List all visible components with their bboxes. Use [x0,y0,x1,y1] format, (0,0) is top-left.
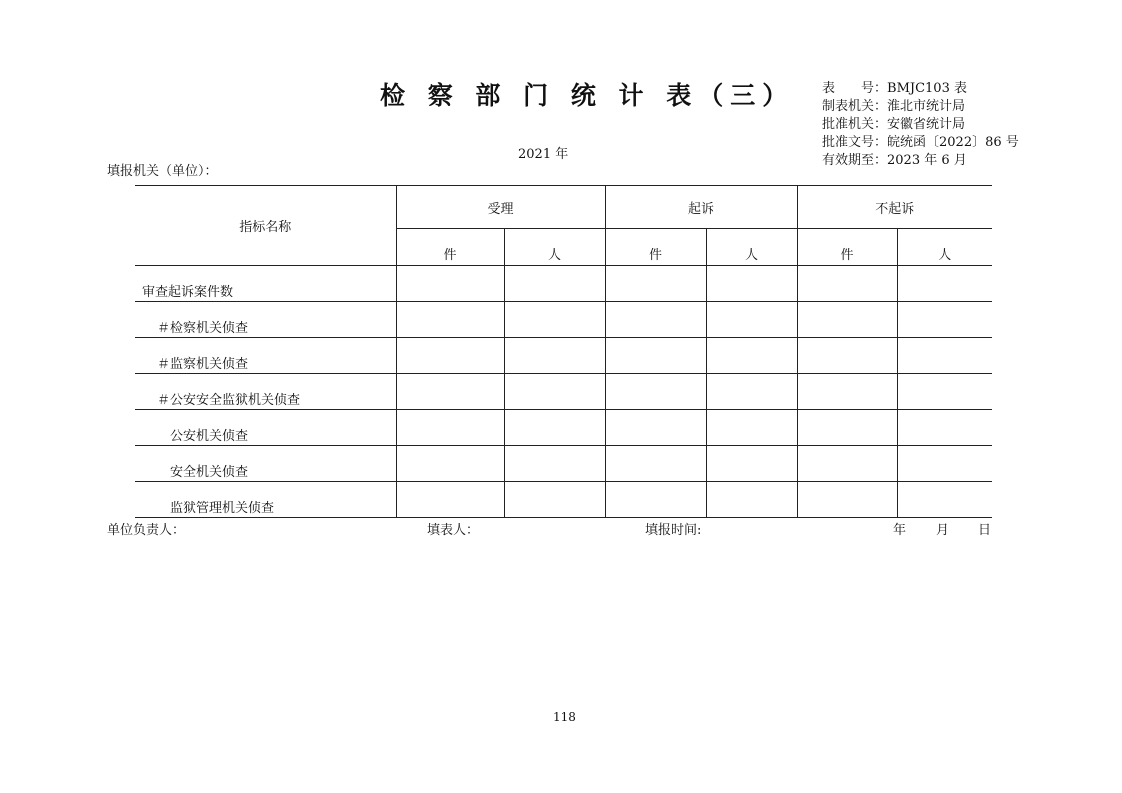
row-label: ＃公安安全监狱机关侦查 [135,374,396,410]
table-row [135,410,992,446]
data-cell[interactable] [396,374,504,410]
data-cell[interactable] [706,302,797,338]
meta-table-number: 表 号：BMJC103 表 [822,81,967,96]
data-cell[interactable] [396,266,504,302]
table-row [135,266,992,302]
data-cell[interactable] [797,482,897,518]
footer-time-label: 填报时间: [645,523,702,538]
page-number: 118 [553,710,576,724]
meta-maker: 制表机关：淮北市统计局 [822,99,966,114]
subheader-cases: 件 [797,229,897,266]
data-cell[interactable] [897,302,992,338]
data-cell[interactable] [706,482,797,518]
data-cell[interactable] [706,446,797,482]
data-cell[interactable] [797,410,897,446]
data-cell[interactable] [504,446,605,482]
report-year: 2021 年 [518,147,569,162]
table-row [135,446,992,482]
data-cell[interactable] [504,410,605,446]
footer-responsible-label: 单位负责人： [107,523,186,538]
data-cell[interactable] [897,266,992,302]
row-label: 监狱管理机关侦查 [135,482,396,518]
data-cell[interactable] [605,374,706,410]
data-cell[interactable] [897,482,992,518]
data-cell[interactable] [897,446,992,482]
data-cell[interactable] [706,338,797,374]
footer-year-label: 年 [893,523,907,538]
form-meta [822,80,1019,170]
data-cell[interactable] [706,374,797,410]
data-cell[interactable] [504,482,605,518]
table-row [135,302,992,338]
subheader-persons: 人 [706,229,797,266]
meta-approver: 批准机关：安徽省统计局 [822,117,966,132]
data-cell[interactable] [706,410,797,446]
table-header-row [135,186,992,229]
data-cell[interactable] [605,302,706,338]
footer-day-label: 日 [978,523,992,538]
data-cell[interactable] [897,338,992,374]
index-name-header: 指标名称 [135,186,396,266]
data-cell[interactable] [605,446,706,482]
row-label: 审查起诉案件数 [135,266,396,302]
data-cell[interactable] [504,338,605,374]
meta-valid-until: 有效期至：2023 年 6 月 [822,153,967,168]
group-header-accepted: 受理 [396,186,605,229]
table-row [135,482,992,518]
data-cell[interactable] [396,338,504,374]
data-cell[interactable] [504,266,605,302]
statistics-table [135,185,992,518]
data-cell[interactable] [605,266,706,302]
data-cell[interactable] [396,410,504,446]
row-label: 公安机关侦查 [135,410,396,446]
data-cell[interactable] [605,482,706,518]
meta-approval-doc: 批准文号：皖统函〔2022〕86 号 [822,135,1019,150]
data-cell[interactable] [706,266,797,302]
row-label: ＃监察机关侦查 [135,338,396,374]
group-header-not-prosecuted: 不起诉 [797,186,992,229]
data-cell[interactable] [797,338,897,374]
data-cell[interactable] [797,302,897,338]
data-cell[interactable] [797,446,897,482]
subheader-persons: 人 [897,229,992,266]
data-cell[interactable] [396,302,504,338]
page-title: 检 察 部 门 统 计 表（三） [380,81,795,110]
reporting-unit-label: 填报机关（单位）： [107,164,218,179]
data-cell[interactable] [504,374,605,410]
data-cell[interactable] [605,410,706,446]
data-cell[interactable] [897,374,992,410]
data-cell[interactable] [797,374,897,410]
footer-filler-label: 填表人： [427,523,480,538]
subheader-cases: 件 [396,229,504,266]
data-cell[interactable] [396,446,504,482]
subheader-cases: 件 [605,229,706,266]
subheader-persons: 人 [504,229,605,266]
group-header-prosecuted: 起诉 [605,186,797,229]
data-cell[interactable] [605,338,706,374]
data-cell[interactable] [504,302,605,338]
data-cell[interactable] [396,482,504,518]
row-label: ＃检察机关侦查 [135,302,396,338]
footer-month-label: 月 [936,523,950,538]
table-row [135,338,992,374]
data-cell[interactable] [897,410,992,446]
table-row [135,374,992,410]
row-label: 安全机关侦查 [135,446,396,482]
data-cell[interactable] [797,266,897,302]
